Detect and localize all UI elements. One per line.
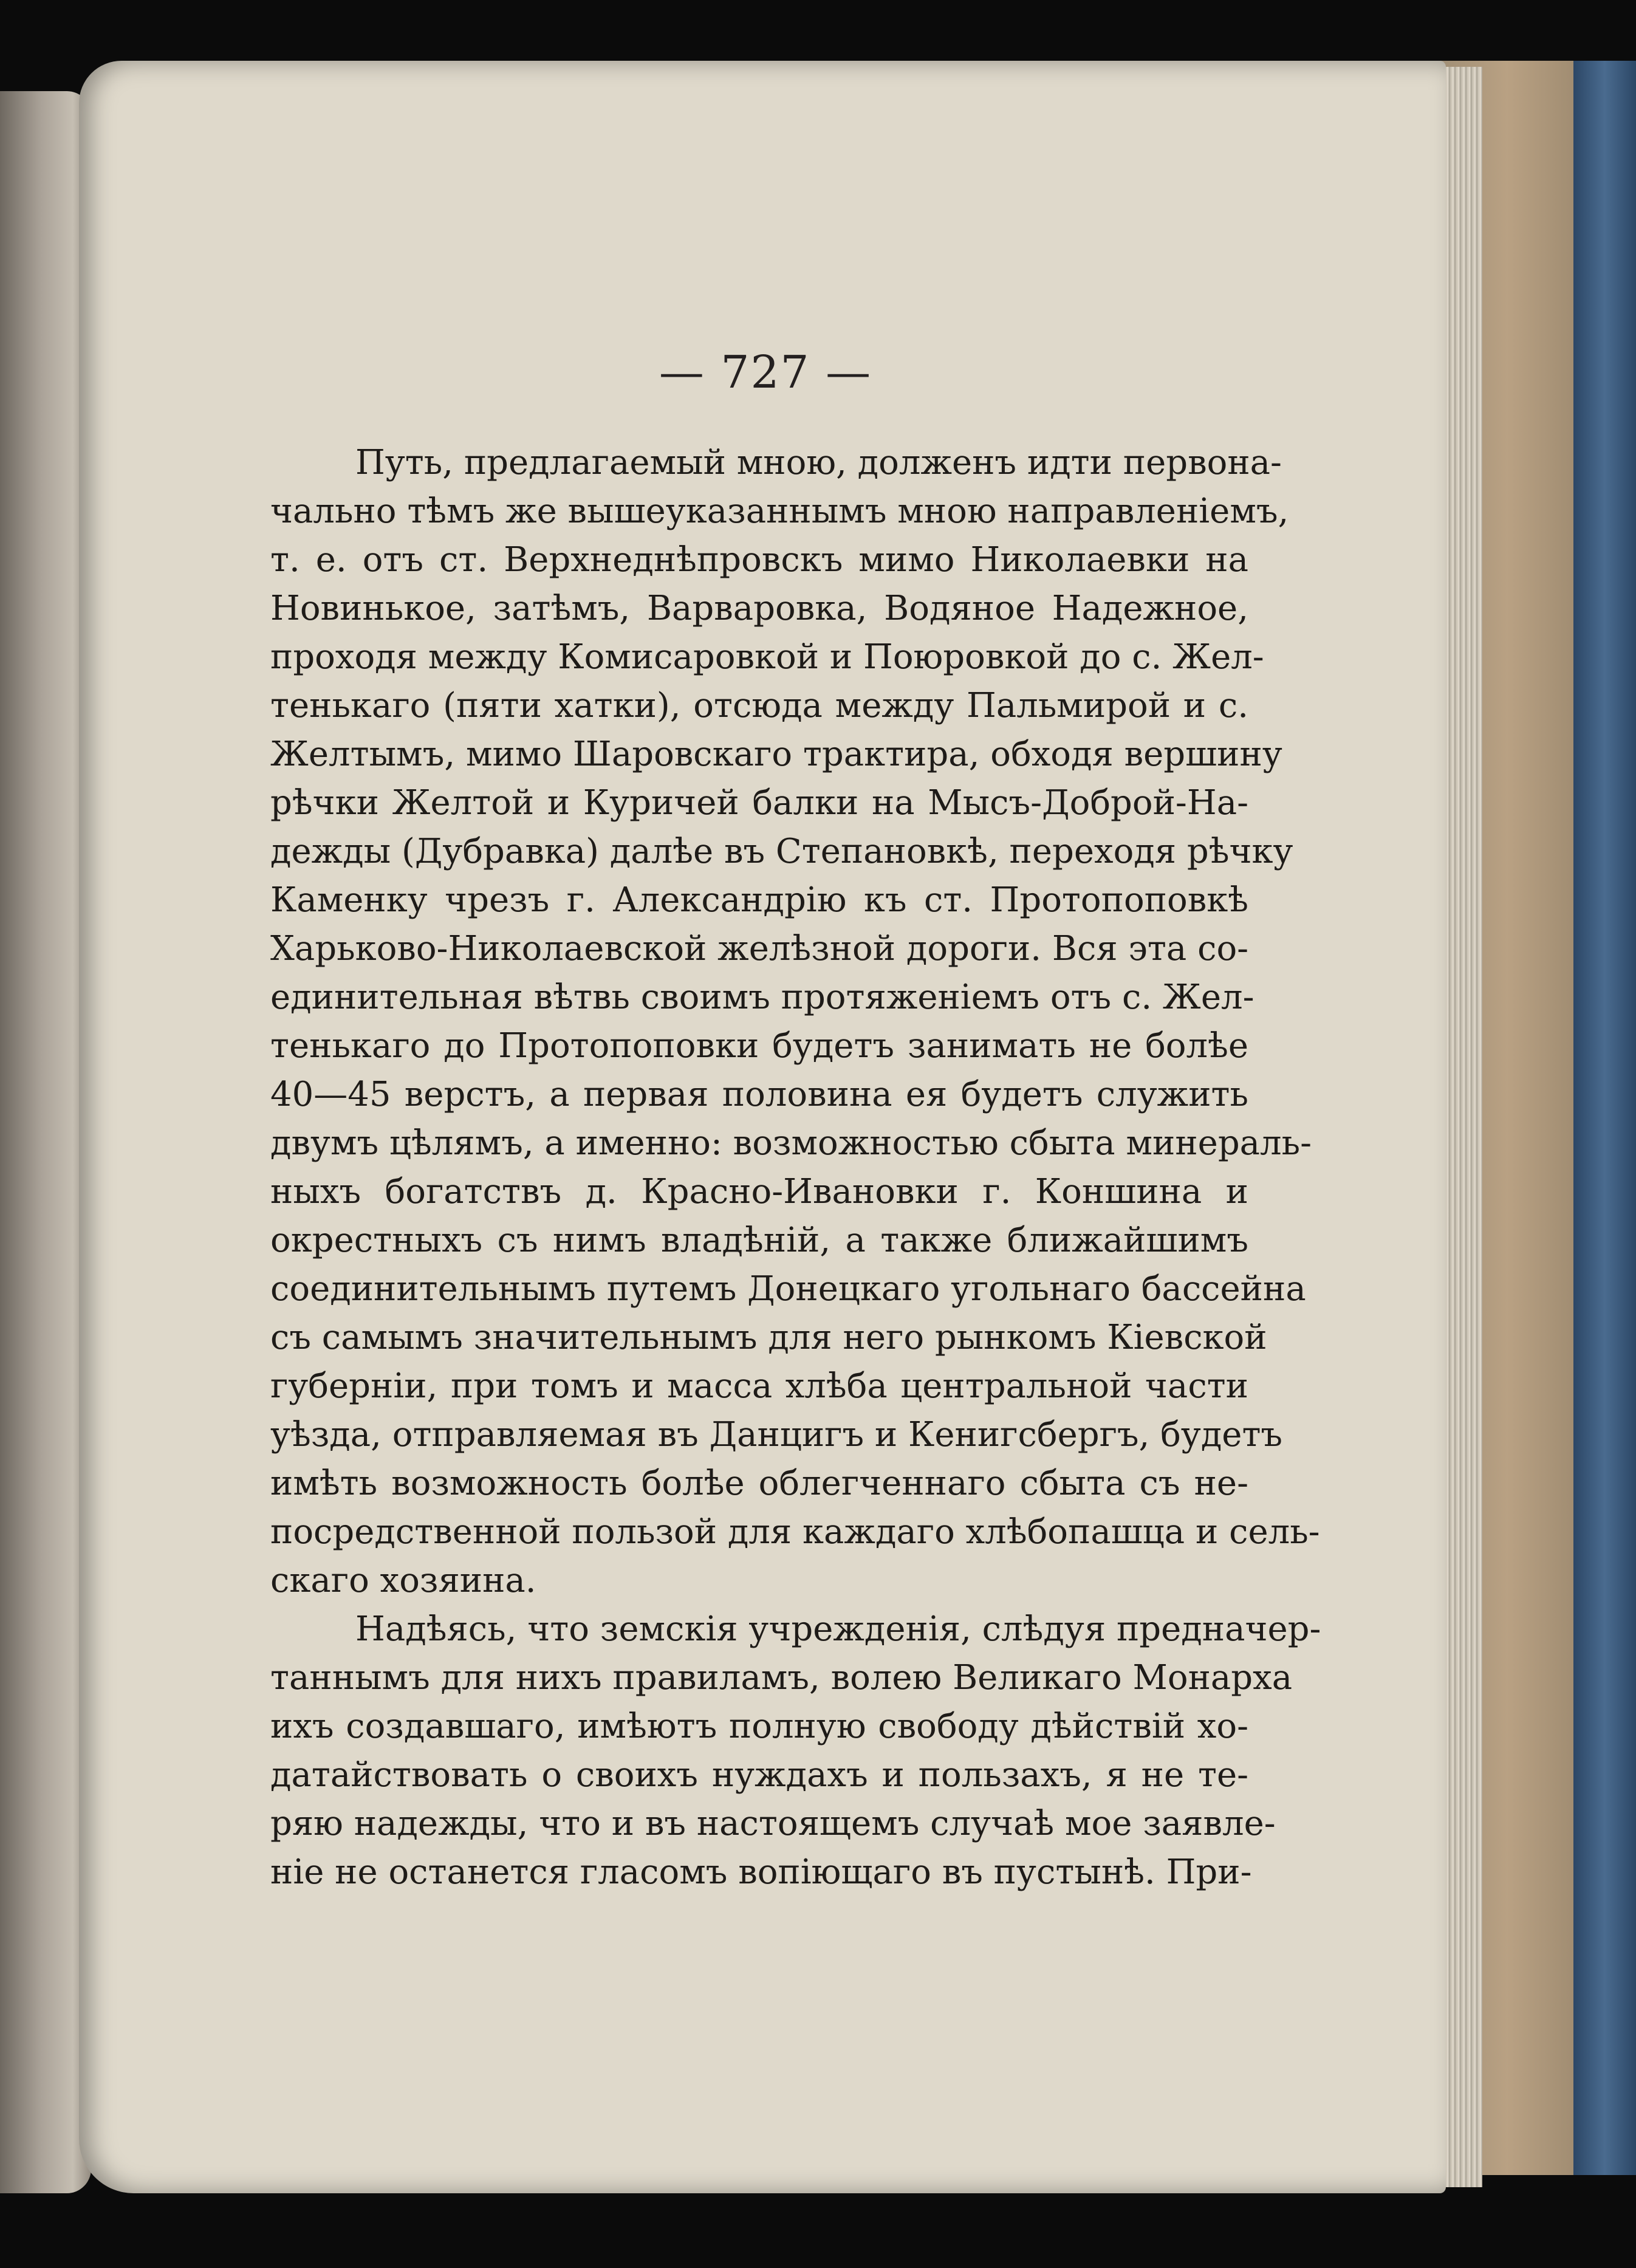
page-number: — 727 — [659, 346, 872, 399]
book-page [79, 61, 1446, 2193]
text-line: проходя между Комисаровкой и Поюровкой до с. Жел- [270, 637, 1264, 677]
text-line: датайствовать о своихъ нуждахъ и пользахъ, я не те- [270, 1755, 1248, 1795]
text-line: тенькаго (пяти хатки), отсюда между Пальмирой и с. [270, 686, 1248, 725]
text-line: губерніи, при томъ и масса хлѣба центральной части [270, 1366, 1248, 1406]
text-line: Надѣясь, что земскія учрежденія, слѣдуя предначер- [355, 1609, 1321, 1649]
paragraph-1 [270, 439, 1320, 1605]
book-cover-edge [1573, 61, 1636, 2175]
text-line: двумъ цѣлямъ, а именно: возможностью сбыта минераль- [270, 1123, 1312, 1163]
text-line: ныхъ богатствъ д. Красно-Ивановки г. Коншина и [270, 1172, 1248, 1211]
text-line: Путь, предлагаемый мною, долженъ идти первона- [355, 443, 1282, 482]
text-line: рѣчки Желтой и Куричей балки на Мысъ-Доброй-На- [270, 783, 1248, 823]
text-line: т. е. отъ ст. Верхнеднѣпровскъ мимо Николаевки на [270, 540, 1248, 580]
text-line: соединительнымъ путемъ Донецкаго угольнаго бассейна [270, 1269, 1306, 1309]
text-line: имѣть возможность болѣе облегченнаго сбыта съ не- [270, 1464, 1248, 1503]
text-line: ніе не останется гласомъ вопіющаго въ пустынѣ. При- [270, 1852, 1252, 1892]
text-line: единительная вѣтвь своимъ протяженіемъ отъ с. Жел- [270, 978, 1254, 1017]
text-line: съ самымъ значительнымъ для него рынкомъ Кіевской [270, 1318, 1267, 1357]
text-line: Харьково-Николаевской желѣзной дороги. Вся эта со- [270, 929, 1249, 968]
text-line: ихъ создавшаго, имѣютъ полную свободу дѣйствій хо- [270, 1707, 1248, 1746]
text-line: Желтымъ, мимо Шаровскаго трактира, обходя вершину [270, 735, 1282, 774]
text-line: чально тѣмъ же вышеуказаннымъ мною направленіемъ, [270, 492, 1289, 531]
body-text [270, 439, 1321, 1897]
text-line: скаго хозяина. [270, 1561, 536, 1600]
text-line: 40—45 верстъ, а первая половина ея будетъ служить [270, 1075, 1248, 1114]
text-line: окрестныхъ съ нимъ владѣній, а также ближайшимъ [270, 1221, 1248, 1260]
text-line: посредственной пользой для каждаго хлѣбопашца и сель- [270, 1512, 1320, 1552]
text-line: таннымъ для нихъ правиламъ, волею Великаго Монарха [270, 1658, 1293, 1698]
left-page-edge [0, 91, 91, 2193]
text-line: дежды (Дубравка) далѣе въ Степановкѣ, переходя рѣчку [270, 832, 1293, 871]
paragraph-2 [270, 1605, 1321, 1897]
text-line: уѣзда, отправляемая въ Данцигъ и Кенигсбергъ, будетъ [270, 1415, 1283, 1454]
text-line: Новинькое, затѣмъ, Варваровка, Водяное Надежное, [270, 589, 1248, 628]
text-line: тенькаго до Протопоповки будетъ занимать не болѣе [270, 1026, 1248, 1066]
text-line: Каменку чрезъ г. Александрію къ ст. Протопоповкѣ [270, 880, 1248, 920]
text-line: ряю надежды, что и въ настоящемъ случаѣ мое заявле- [270, 1804, 1276, 1843]
